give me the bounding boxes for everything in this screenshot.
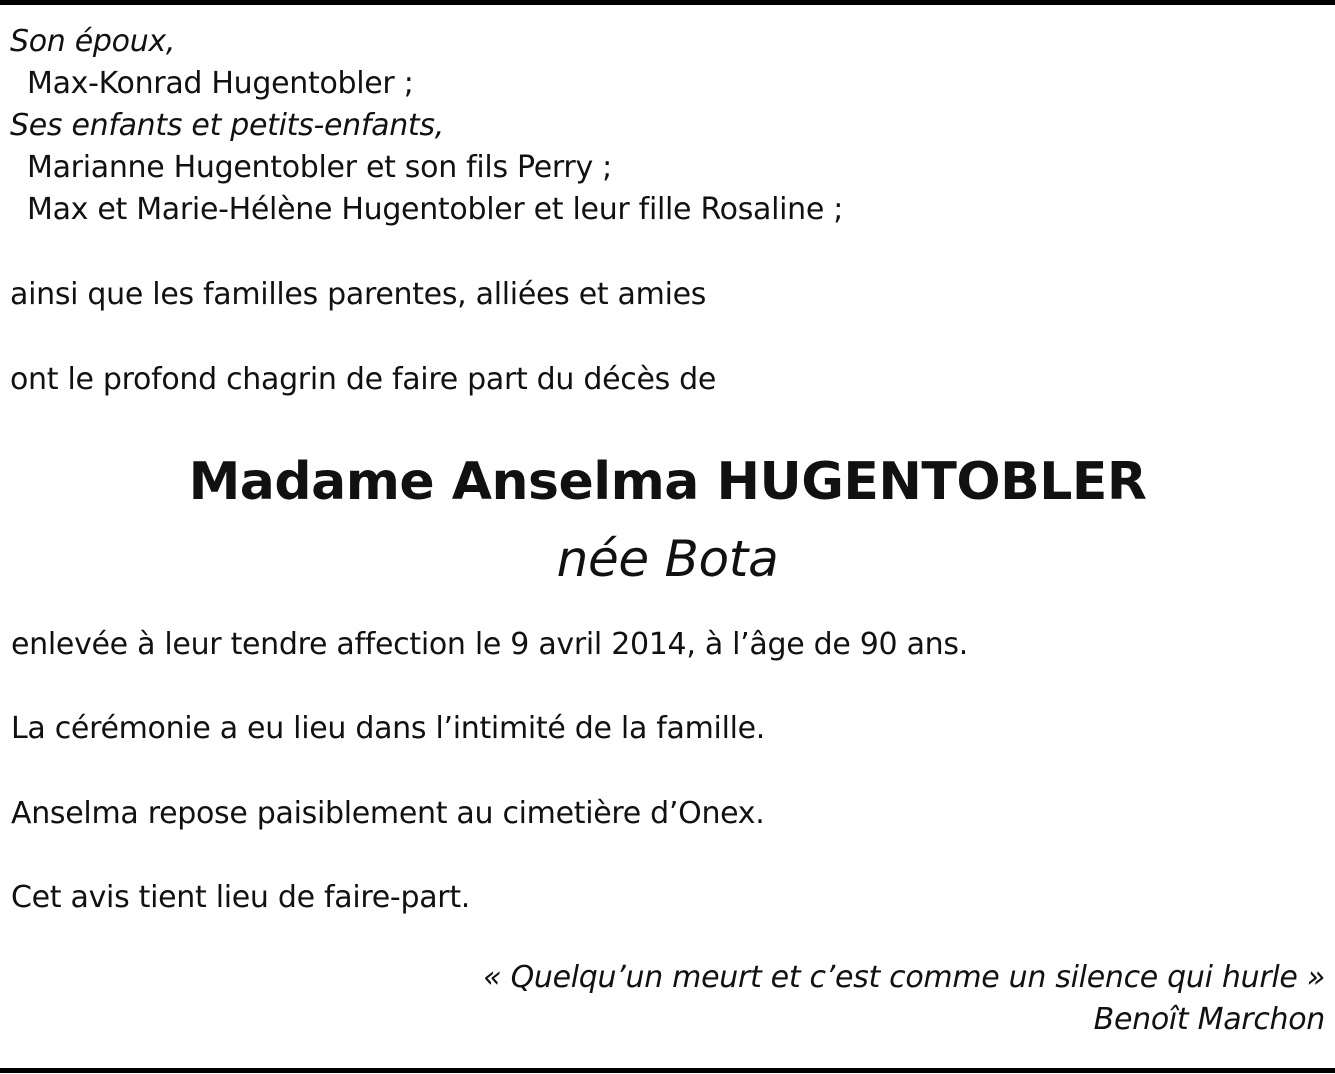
notice-text: Cet avis tient lieu de faire-part. bbox=[11, 880, 471, 915]
quote-text: « Quelqu’un meurt et c’est comme un silence qui hurle » bbox=[483, 960, 1325, 995]
children-heading: Ses enfants et petits-enfants, bbox=[10, 108, 444, 143]
child-entry-2: Max et Marie-Hélène Hugentobler et leur fille Rosaline ; bbox=[27, 192, 844, 227]
death-details: enlevée à leur tendre affection le 9 avril 2014, à l’âge de 90 ans. bbox=[11, 627, 968, 662]
deceased-maiden-name: née Bota bbox=[556, 530, 779, 588]
relatives-text: ainsi que les familles parentes, alliées et amies bbox=[10, 277, 707, 312]
child-entry-1: Marianne Hugentobler et son fils Perry ; bbox=[27, 150, 612, 185]
spouse-name: Max-Konrad Hugentobler ; bbox=[27, 66, 414, 101]
spouse-heading: Son époux, bbox=[10, 24, 176, 59]
announcement-text: ont le profond chagrin de faire part du décès de bbox=[10, 362, 717, 397]
top-border-rule bbox=[0, 0, 1335, 5]
burial-details: Anselma repose paisiblement au cimetière d’Onex. bbox=[11, 796, 765, 831]
deceased-name: Madame Anselma HUGENTOBLER bbox=[188, 452, 1147, 512]
bottom-border-rule bbox=[0, 1068, 1335, 1073]
quote-author: Benoît Marchon bbox=[1093, 1002, 1325, 1037]
ceremony-details: La cérémonie a eu lieu dans l’intimité de la famille. bbox=[11, 711, 766, 746]
